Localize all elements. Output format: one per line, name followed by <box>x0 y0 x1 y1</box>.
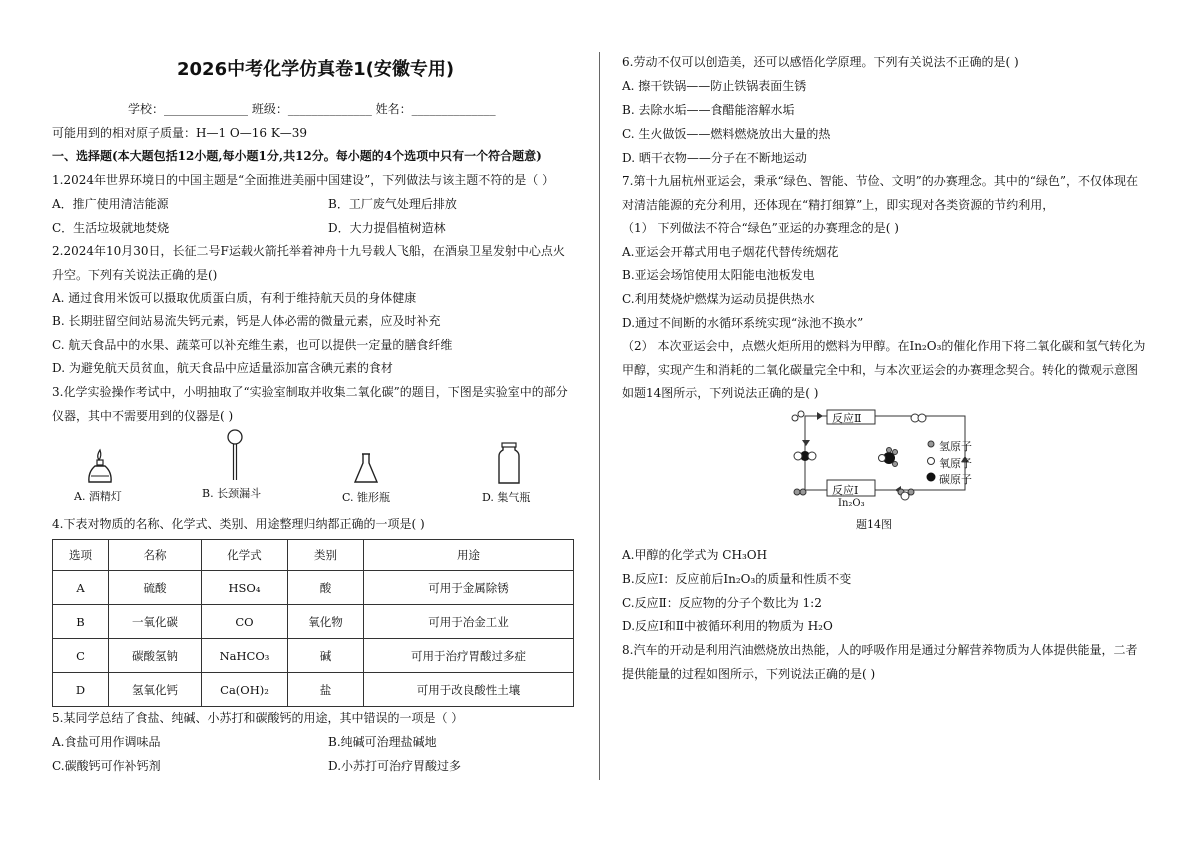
catalyst-label: In₂O₃ <box>838 498 865 509</box>
table-cell: D <box>53 673 109 707</box>
table-cell: C <box>53 639 109 673</box>
table-header-row <box>53 540 574 571</box>
q4-stem: 4.下表对物质的名称、化学式、类别、用途整理归纳都正确的一项是( ) <box>52 517 425 531</box>
q7-sub2-line2: 甲醇，实现产生和消耗的二氧化碳量完全中和，与本次亚运会的办赛理念契合。转化的微观示意图 <box>622 363 1139 377</box>
legend-oxygen: 氧原子 <box>939 457 972 470</box>
table-header: 类别 <box>288 540 364 571</box>
table-cell: 氢氧化钙 <box>109 673 202 707</box>
table-cell: 可用于治疗胃酸过多症 <box>364 639 574 673</box>
q2-option-a: A. 通过食用米饭可以摄取优质蛋白质，有利于维持航天员的身体健康 <box>52 291 417 305</box>
q7-sub1-stem: （1） 下列做法不符合“绿色”亚运的办赛理念的是( ) <box>622 221 899 235</box>
table-cell: 可用于改良酸性土壤 <box>364 673 574 707</box>
substance-table <box>52 539 574 707</box>
table-cell: HSO₄ <box>202 571 288 605</box>
q6-option-c: C. 生火做饭——燃料燃烧放出大量的热 <box>622 127 831 141</box>
q7-stem-line2: 对清洁能源的充分利用，还体现在“精打细算”上，即实现对各类资源的节约利用， <box>622 198 1055 212</box>
q1-stem: 1.2024年世界环境日的中国主题是“全面推进美丽中国建设”，下列做法与该主题不符的是（ ） <box>52 173 555 187</box>
q1-option-c: C．生活垃圾就地焚烧 <box>52 221 170 235</box>
q2-option-b: B. 长期驻留空间站易流失钙元素，钙是人体必需的微量元素，应及时补充 <box>52 314 441 328</box>
apparatus-label-d: D. 集气瓶 <box>482 491 531 504</box>
q3-stem-line1: 3.化学实验操作考试中，小明抽取了“实验室制取并收集二氧化碳”的题目，下图是实验室中的部分 <box>52 385 568 399</box>
table-cell: B <box>53 605 109 639</box>
q1-option-a: A．推广使用清洁能源 <box>52 197 169 211</box>
table-cell: Ca(OH)₂ <box>202 673 288 707</box>
q6-option-a: A. 擦干铁锅——防止铁锅表面生锈 <box>622 79 807 93</box>
q7-sub2-option-c: C.反应Ⅱ：反应物的分子个数比为 1:2 <box>622 596 822 610</box>
table-row <box>53 571 574 605</box>
table-cell: 碳酸氢钠 <box>109 639 202 673</box>
q5-option-c: C.碳酸钙可作补钙剂 <box>52 759 161 773</box>
table-row <box>53 673 574 707</box>
q5-stem: 5.某同学总结了食盐、纯碱、小苏打和碳酸钙的用途，其中错误的一项是（ ） <box>52 711 464 725</box>
conical-flask-icon <box>353 452 379 484</box>
q5-option-d: D.小苏打可治疗胃酸过多 <box>328 759 462 773</box>
q1-option-b: B．工厂废气处理后排放 <box>328 197 457 211</box>
q7-stem-line1: 7.第十九届杭州亚运会，秉承“绿色、智能、节俭、文明”的办赛理念。其中的“绿色”，不仅体现在 <box>622 174 1138 188</box>
q8-stem-line2: 提供能量的过程如图所示，下列说法正确的是( ) <box>622 667 876 681</box>
q6-stem: 6.劳动不仅可以创造美，还可以感悟化学原理。下列有关说法不正确的是( ) <box>622 55 1019 69</box>
student-info-line: 学校：______________ 班级：______________ 姓名：______________ <box>128 102 496 116</box>
q1-option-d: D．大力提倡植树造林 <box>328 221 446 235</box>
q7-sub1-option-d: D.通过不间断的水循环系统实现“泳池不换水” <box>622 316 864 330</box>
q7-sub2-option-a: A.甲醇的化学式为 CH₃OH <box>622 548 768 562</box>
q2-stem-line1: 2.2024年10月30日，长征二号F运载火箭托举着神舟十九号载人飞船，在酒泉卫星发射中心点火 <box>52 244 565 258</box>
table-cell: 可用于冶金工业 <box>364 605 574 639</box>
q7-sub2-option-b: B.反应Ⅰ：反应前后In₂O₃的质量和性质不变 <box>622 572 852 586</box>
q2-option-d: D. 为避免航天员贫血，航天食品中应适量添加富含碘元素的食材 <box>52 361 393 375</box>
reaction-1-label: 反应Ⅰ <box>832 484 859 497</box>
table-cell: A <box>53 571 109 605</box>
legend-hydrogen: 氢原子 <box>939 440 972 453</box>
table-header: 化学式 <box>202 540 288 571</box>
section-heading: 一、选择题(本大题包括12小题,每小题1分,共12分。每小题的4个选项中只有一个符合题意) <box>52 149 542 163</box>
q7-sub1-option-c: C.利用焚烧炉燃煤为运动员提供热水 <box>622 292 815 306</box>
q2-stem-line2: 升空。下列有关说法正确的是() <box>52 268 218 282</box>
table-cell: CO <box>202 605 288 639</box>
q3-stem-line2: 仪器，其中不需要用到的仪器是( ) <box>52 409 234 423</box>
diagram-caption: 题14图 <box>856 518 892 531</box>
table-cell: 硫酸 <box>109 571 202 605</box>
q6-option-d: D. 晒干衣物——分子在不断地运动 <box>622 151 807 165</box>
q7-sub2-line1: （2） 本次亚运会中，点燃火炬所用的燃料为甲醇。在In₂O₃的催化作用下将二氧化碳和氢气转化为 <box>622 339 1146 353</box>
page-title: 2026中考化学仿真卷1(安徽专用) <box>177 59 455 80</box>
q7-sub1-option-a: A.亚运会开幕式用电子烟花代替传统烟花 <box>622 245 839 259</box>
gas-jar-icon <box>497 441 521 485</box>
table-cell: 可用于金属除锈 <box>364 571 574 605</box>
atomic-masses: 可能用到的相对原子质量：H—1 O—16 K—39 <box>52 126 308 140</box>
q5-option-b: B.纯碱可治理盐碱地 <box>328 735 437 749</box>
legend-carbon: 碳原子 <box>939 473 972 486</box>
table-cell: 碱 <box>288 639 364 673</box>
table-header: 用途 <box>364 540 574 571</box>
table-cell: 酸 <box>288 571 364 605</box>
table-cell: 盐 <box>288 673 364 707</box>
q7-sub2-line3: 如题14图所示，下列说法正确的是( ) <box>622 386 819 400</box>
q5-option-a: A.食盐可用作调味品 <box>52 735 161 749</box>
table-cell: 一氧化碳 <box>109 605 202 639</box>
table-header: 选项 <box>53 540 109 571</box>
table-cell: NaHCO₃ <box>202 639 288 673</box>
long-neck-funnel-icon <box>224 428 246 482</box>
alcohol-lamp-icon <box>85 448 115 484</box>
q7-sub1-option-b: B.亚运会场馆使用太阳能电池板发电 <box>622 268 815 282</box>
table-header: 名称 <box>109 540 202 571</box>
reaction-2-label: 反应Ⅱ <box>832 412 862 425</box>
column-divider <box>599 52 600 780</box>
apparatus-label-b: B. 长颈漏斗 <box>202 487 262 500</box>
q7-sub2-option-d: D.反应Ⅰ和Ⅱ中被循环利用的物质为 H₂O <box>622 619 833 633</box>
table-row <box>53 639 574 673</box>
q8-stem-line1: 8.汽车的开动是利用汽油燃烧放出热能，人的呼吸作用是通过分解营养物质为人体提供能量，二者 <box>622 643 1138 657</box>
table-cell: 氧化物 <box>288 605 364 639</box>
table-row <box>53 605 574 639</box>
apparatus-label-c: C. 锥形瓶 <box>342 491 391 504</box>
q6-option-b: B. 去除水垢——食醋能溶解水垢 <box>622 103 795 117</box>
q2-option-c: C. 航天食品中的水果、蔬菜可以补充维生素，也可以提供一定量的膳食纤维 <box>52 338 453 352</box>
apparatus-label-a: A. 酒精灯 <box>74 490 122 503</box>
